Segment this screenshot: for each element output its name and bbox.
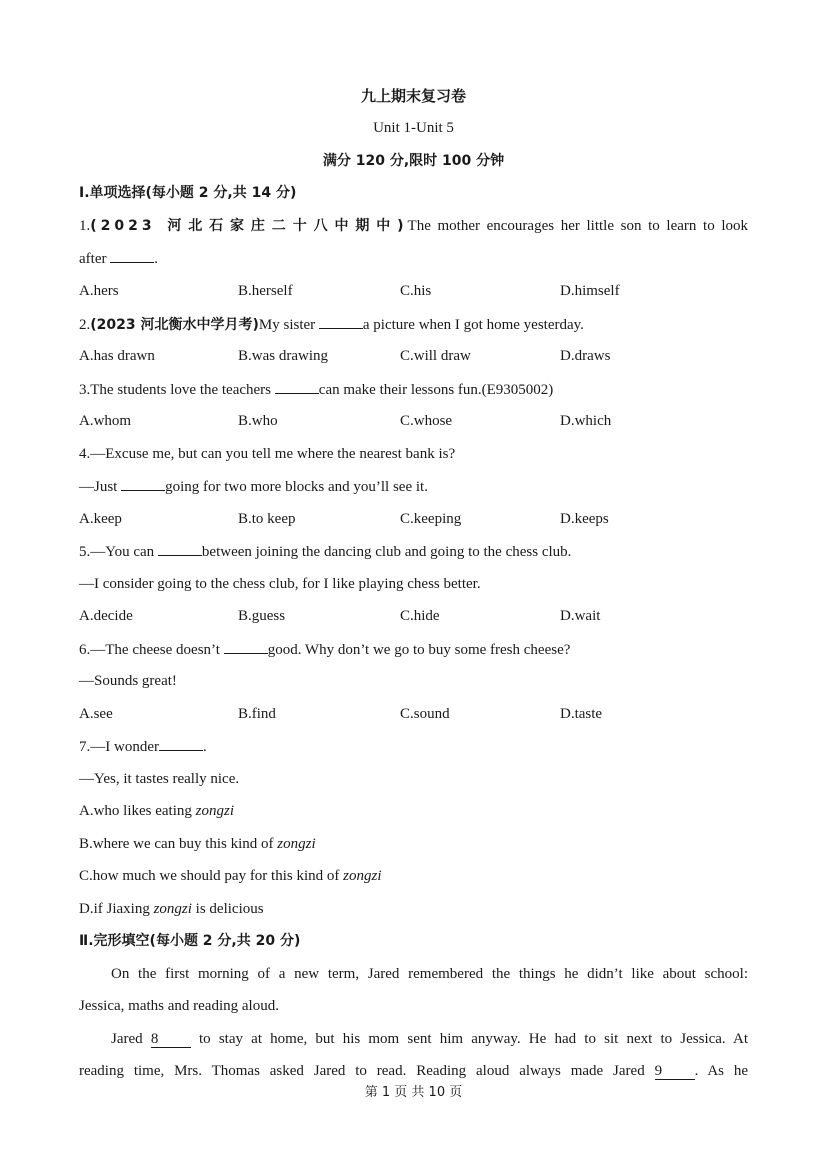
- q6-option-c: C.sound: [400, 706, 450, 722]
- p2-l2-post: . As he: [694, 1063, 749, 1079]
- q7-option-d-zongzi: zongzi: [153, 901, 192, 917]
- question-7-line-2: —Yes, it tastes really nice.: [79, 771, 240, 787]
- score-line: 满分 120 分,限时 100 分钟: [322, 153, 505, 169]
- q6-blank: [224, 639, 268, 654]
- q4-option-c: C.keeping: [400, 511, 462, 527]
- q5-post: between joining the dancing club and going to the chess club.: [201, 544, 572, 560]
- q7-option-c: [79, 866, 381, 886]
- page-footer: 第 1 页 共 10 页: [364, 1085, 463, 1100]
- q2-number: 2.: [79, 317, 91, 333]
- q5-option-a: A.decide: [79, 608, 133, 624]
- q6-option-b: B.find: [238, 706, 276, 722]
- section-2-heading: Ⅱ.完形填空(每小题 2 分,共 20 分): [79, 933, 301, 949]
- q1-option-c: C.his: [400, 283, 432, 299]
- q4-option-b: B.to keep: [238, 511, 296, 527]
- q2-option-b: B.was drawing: [238, 348, 328, 364]
- question-6-line-2: —Sounds great!: [79, 673, 177, 689]
- q7-pre: 7.—I wonder: [79, 739, 159, 755]
- q2-pre: My sister: [258, 317, 316, 333]
- q1-option-a: A.hers: [79, 283, 119, 299]
- q5-option-d: D.wait: [560, 608, 601, 624]
- q2-post: a picture when I got home yesterday.: [362, 317, 584, 333]
- q7-option-c-zongzi: zongzi: [343, 868, 382, 884]
- q2-source: (2023 河北衡水中学月考): [90, 317, 259, 333]
- q4-pre: —Just: [79, 479, 118, 495]
- q1-text-after: after: [79, 251, 107, 267]
- q1-number: 1.: [79, 218, 91, 234]
- q4-blank: [121, 476, 165, 491]
- q6-post: good. Why don’t we go to buy some fresh cheese?: [267, 642, 571, 658]
- passage-p2-line-1: [111, 1029, 748, 1049]
- q7-option-c-text: C.how much we should pay for this kind of: [79, 868, 344, 884]
- question-4-line-1: 4.—Excuse me, but can you tell me where the nearest bank is?: [79, 446, 456, 462]
- blank-9: 9: [655, 1063, 695, 1080]
- q1-blank: [110, 248, 154, 263]
- q6-option-d: D.taste: [560, 706, 603, 722]
- q1-option-b: B.herself: [238, 283, 293, 299]
- q3-option-c: C.whose: [400, 413, 453, 429]
- q3-option-d: D.which: [560, 413, 612, 429]
- blank-8: 8: [151, 1031, 191, 1048]
- q4-post: going for two more blocks and you’ll see it.: [165, 479, 428, 495]
- question-3: [79, 379, 553, 400]
- question-6-line-1: [79, 639, 570, 660]
- q5-pre: 5.—You can: [79, 544, 155, 560]
- question-7-line-1: [79, 736, 207, 757]
- passage-p2-line-2: [79, 1061, 748, 1081]
- q5-blank: [158, 541, 202, 556]
- section-1-heading: Ⅰ.单项选择(每小题 2 分,共 14 分): [79, 185, 297, 201]
- q1-tail: .: [154, 251, 158, 267]
- question-1-line-2: [79, 248, 158, 269]
- q2-option-d: D.draws: [560, 348, 611, 364]
- q1-option-d: D.himself: [560, 283, 620, 299]
- passage-p1-line-2: Jessica, maths and reading aloud.: [79, 998, 279, 1014]
- page-title: 九上期末复习卷: [360, 87, 466, 105]
- q7-option-d: [79, 899, 264, 919]
- q5-option-c: C.hide: [400, 608, 440, 624]
- q3-option-a: A.whom: [79, 413, 132, 429]
- q7-option-d-tail: is delicious: [191, 901, 264, 917]
- question-1-line-1: [79, 216, 748, 236]
- q7-tail: .: [202, 739, 207, 755]
- q2-blank: [319, 314, 363, 329]
- q7-option-a-zongzi: zongzi: [195, 803, 234, 819]
- q4-option-a: A.keep: [79, 511, 122, 527]
- q7-option-a-text: A.who likes eating: [79, 803, 196, 819]
- q4-option-d: D.keeps: [560, 511, 609, 527]
- q6-pre: 6.—The cheese doesn’t: [79, 642, 220, 658]
- question-4-line-2: [79, 476, 428, 497]
- q7-option-b: [79, 834, 316, 854]
- p2-l1-pre: Jared: [111, 1031, 143, 1047]
- q7-option-b-zongzi: zongzi: [277, 836, 316, 852]
- q7-option-a: [79, 801, 234, 821]
- q3-post: can make their lessons fun.(E9305002): [318, 382, 554, 398]
- q7-blank: [159, 736, 203, 751]
- passage-p1-line-1: On the first morning of a new term, Jared remembered the things he didn’t like about school:: [111, 966, 748, 982]
- q1-text: The mother encourages her little son to learn to look: [407, 218, 748, 234]
- q7-option-d-text: D.if Jiaxing: [79, 901, 154, 917]
- q1-source: (2023 河北石家庄二十八中期中): [90, 218, 408, 234]
- question-5-line-2: —I consider going to the chess club, for I like playing chess better.: [79, 576, 481, 592]
- q3-option-b: B.who: [238, 413, 278, 429]
- q2-option-c: C.will draw: [400, 348, 471, 364]
- q3-pre: 3.The students love the teachers: [79, 382, 272, 398]
- q3-blank: [275, 379, 319, 394]
- p2-l1-post: to stay at home, but his mom sent him anyway. He had to sit next to Jessica. At: [199, 1031, 749, 1047]
- q5-option-b: B.guess: [238, 608, 286, 624]
- p2-l2-pre: reading time, Mrs. Thomas asked Jared to read. Reading aloud always made Jared: [79, 1063, 645, 1079]
- q7-option-b-text: B.where we can buy this kind of: [79, 836, 278, 852]
- q2-option-a: A.has drawn: [79, 348, 155, 364]
- q6-option-a: A.see: [79, 706, 113, 722]
- page-subtitle: Unit 1-Unit 5: [373, 120, 454, 136]
- question-2: [79, 314, 584, 335]
- question-5-line-1: [79, 541, 571, 562]
